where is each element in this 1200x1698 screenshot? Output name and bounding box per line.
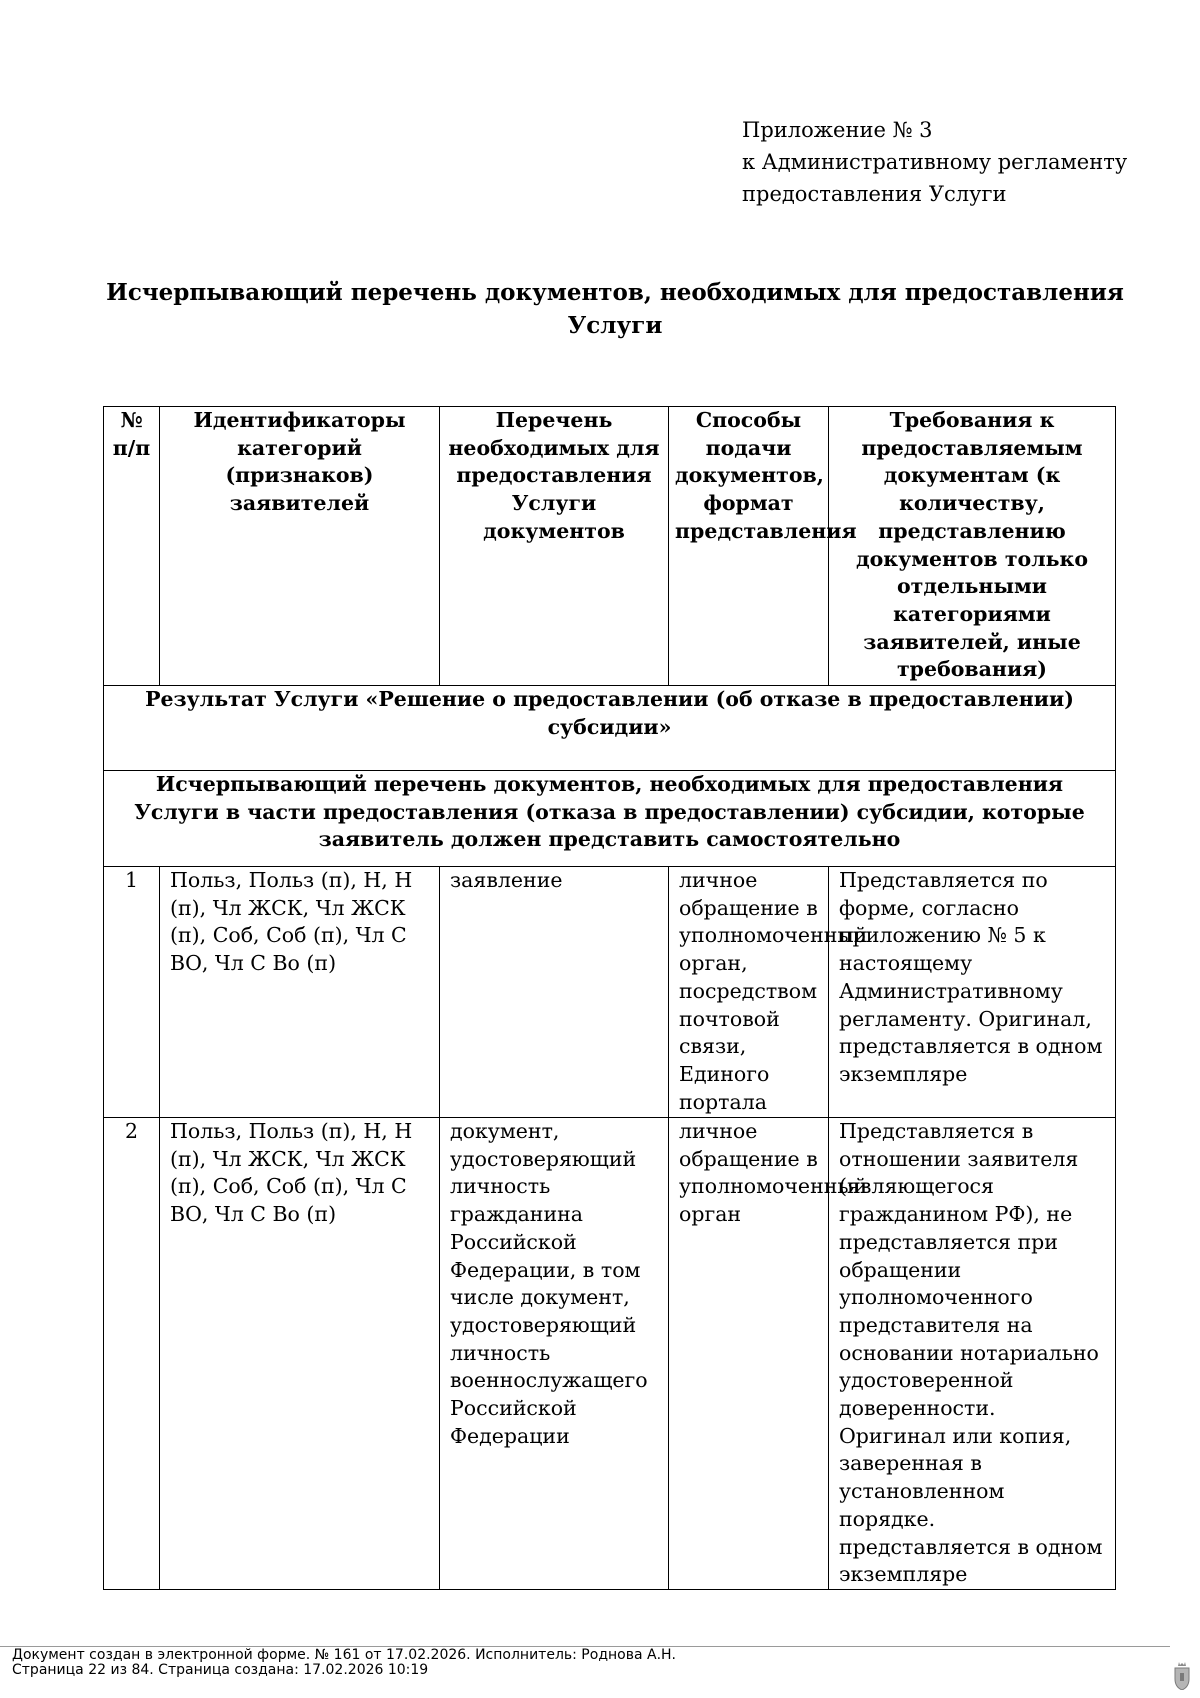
footer-line-2: Страница 22 из 84. Страница создана: 17.02.2026 10:19 bbox=[12, 1662, 429, 1678]
footer-line-1: Документ создан в электронной форме. № 161 от 17.02.2026. Исполнитель: Роднова А.Н. bbox=[12, 1647, 677, 1663]
documents-table bbox=[103, 406, 1116, 1590]
appendix-line: к Административному регламенту bbox=[742, 150, 1128, 174]
table-row bbox=[104, 867, 1116, 1118]
header-num: № п/п bbox=[104, 407, 160, 686]
table-row bbox=[104, 1118, 1116, 1590]
row-method: личное обращение в уполномоченный орган bbox=[669, 1118, 829, 1590]
footer bbox=[12, 1648, 676, 1678]
row-number: 2 bbox=[104, 1118, 160, 1590]
row-requirements: Представляется по форме, согласно приложению № 5 к настоящему Административному регламенту. Оригинал, представляется в одном экземпляре bbox=[829, 867, 1116, 1118]
coat-of-arms-icon bbox=[1173, 1662, 1191, 1690]
section-subtitle-row bbox=[104, 771, 1116, 867]
appendix-line: Приложение № 3 bbox=[742, 118, 933, 142]
header-documents: Перечень необходимых для предоставления Услуги документов bbox=[440, 407, 669, 686]
appendix-header bbox=[742, 114, 1127, 210]
header-methods: Способы подачи документов, формат представления bbox=[669, 407, 829, 686]
section-title-row bbox=[104, 686, 1116, 771]
row-number: 1 bbox=[104, 867, 160, 1118]
header-requirements: Требования к предоставляемым документам (к количеству, представлению документов только отдельными категориями заявителей, иные требования) bbox=[829, 407, 1116, 686]
section-subtitle: Исчерпывающий перечень документов, необходимых для предоставления Услуги в части предоставления (отказа в предоставлении) субсидии, которые заявитель должен представить самостоятельно bbox=[104, 771, 1116, 867]
row-requirements: Представляется в отношении заявителя (являющегося гражданином РФ), не представляется при обращении уполномоченного представителя на основании нотариально удостоверенной доверенности. Оригинал или копия, заверенная в установленном порядке. представляется в одном экземпляре bbox=[829, 1118, 1116, 1590]
header-categories: Идентификаторы категорий (признаков) заявителей bbox=[160, 407, 440, 686]
row-categories: Польз, Польз (п), Н, Н (п), Чл ЖСК, Чл ЖСК (п), Соб, Соб (п), Чл С ВО, Чл С Во (п) bbox=[160, 867, 440, 1118]
row-categories: Польз, Польз (п), Н, Н (п), Чл ЖСК, Чл ЖСК (п), Соб, Соб (п), Чл С ВО, Чл С Во (п) bbox=[160, 1118, 440, 1590]
table-header-row bbox=[104, 407, 1116, 686]
document-title: Исчерпывающий перечень документов, необходимых для предоставления Услуги bbox=[106, 279, 1124, 339]
section-title: Результат Услуги «Решение о предоставлении (об отказе в предоставлении) субсидии» bbox=[104, 686, 1116, 771]
appendix-line: предоставления Услуги bbox=[742, 182, 1007, 206]
row-document: документ, удостоверяющий личность гражданина Российской Федерации, в том числе документ, удостоверяющий личность военнослужащего Российской Федерации bbox=[440, 1118, 669, 1590]
row-method: личное обращение в уполномоченный орган, посредством почтовой связи, Единого портала bbox=[669, 867, 829, 1118]
row-document: заявление bbox=[440, 867, 669, 1118]
